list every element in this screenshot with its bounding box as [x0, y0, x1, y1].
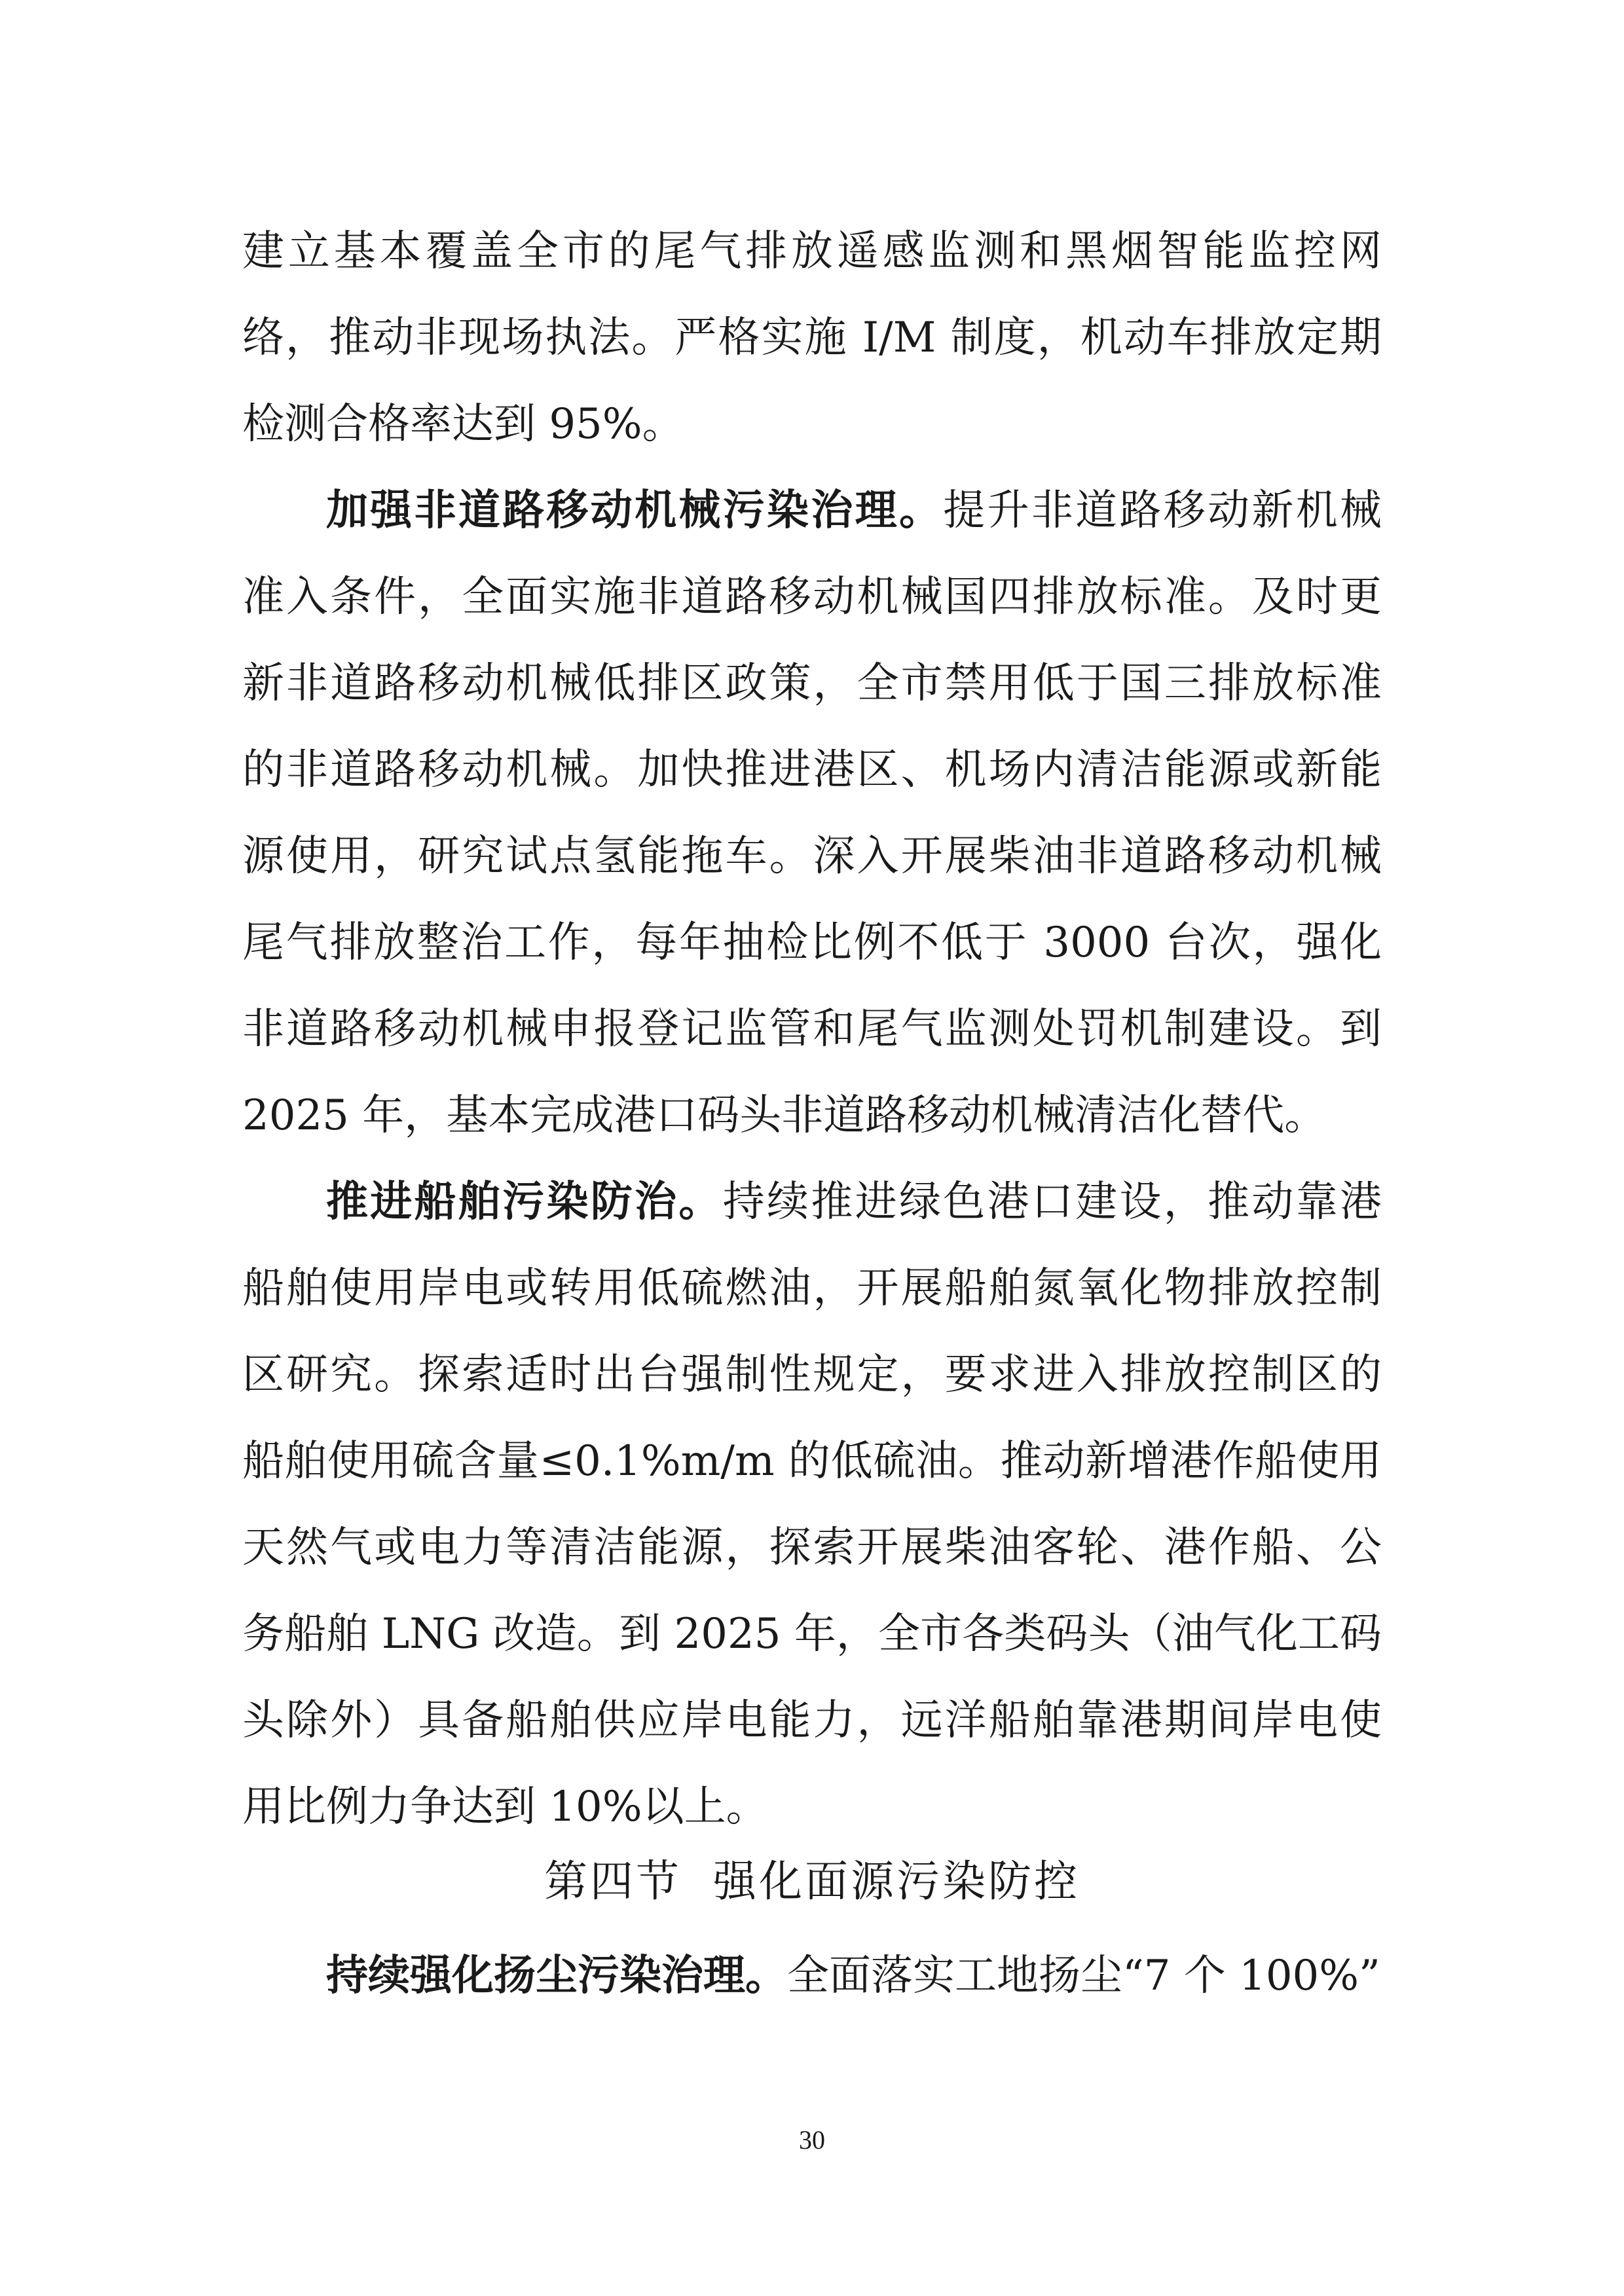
body-line: 的非道路移动机械。加快推进港区、机场内清洁能源或新能 — [242, 746, 1382, 794]
body-line: 尾气排放整治工作，每年抽检比例不低于 3000 台次，强化 — [242, 919, 1382, 967]
body-text — [242, 208, 1382, 1850]
paragraph-lead: 持续强化扬尘污染治理。 — [326, 1951, 787, 2000]
body-line: 准入条件，全面实施非道路移动机械国四排放标准。及时更 — [242, 573, 1382, 621]
body-text-run: 提升非道路移动新机械 — [943, 486, 1382, 535]
body-line: 络，推动非现场执法。严格实施 I/M 制度，机动车排放定期 — [242, 314, 1382, 362]
body-line: 新非道路移动机械低排区政策，全市禁用低于国三排放标准 — [242, 659, 1382, 708]
paragraph-first-line — [242, 1933, 1382, 2019]
page-number: 30 — [799, 2125, 825, 2155]
body-text-run: 持续推进绿色港口建设，推动靠港 — [722, 1178, 1382, 1226]
section-heading — [242, 1838, 1382, 1925]
body-line: 区研究。探索适时出台强制性规定，要求进入排放控制区的 — [242, 1351, 1382, 1399]
paragraph-first-line — [242, 467, 1382, 554]
body-line: 检测合格率达到 95%。 — [242, 400, 684, 448]
body-line: 船舶使用岸电或转用低硫燃油，开展船舶氮氧化物排放控制 — [242, 1264, 1382, 1313]
body-line: 务船舶 LNG 改造。到 2025 年，全市各类码头（油气化工码 — [242, 1610, 1382, 1658]
body-text-run: 全面落实工地扬尘“7 个 100%” — [787, 1952, 1380, 2000]
body-line: 源使用，研究试点氢能拖车。深入开展柴油非道路移动机械 — [242, 832, 1382, 881]
section-title: 强化面源污染防控 — [713, 1856, 1080, 1906]
body-line: 头除外）具备船舶供应岸电能力，远洋船舶靠港期间岸电使 — [242, 1696, 1382, 1745]
section-number: 第四节 — [544, 1856, 682, 1906]
paragraph-first-line — [242, 1159, 1382, 1245]
paragraph-lead: 加强非道路移动机械污染治理。 — [326, 486, 944, 535]
body-line: 非道路移动机械申报登记监管和尾气监测处罚机制建设。到 — [242, 1005, 1382, 1053]
body-line: 2025 年，基本完成港口码头非道路移动机械清洁化替代。 — [242, 1091, 1327, 1140]
body-line: 建立基本覆盖全市的尾气排放遥感监测和黑烟智能监控网 — [242, 227, 1382, 276]
body-line: 天然气或电力等清洁能源，探索开展柴油客轮、港作船、公 — [242, 1523, 1382, 1572]
section-body — [242, 1933, 1382, 2019]
body-line: 船舶使用硫含量≤0.1%m/m 的低硫油。推动新增港作船使用 — [242, 1437, 1382, 1485]
paragraph-lead: 推进船舶污染防治。 — [326, 1177, 723, 1226]
body-line: 用比例力争达到 10%以上。 — [242, 1783, 768, 1831]
